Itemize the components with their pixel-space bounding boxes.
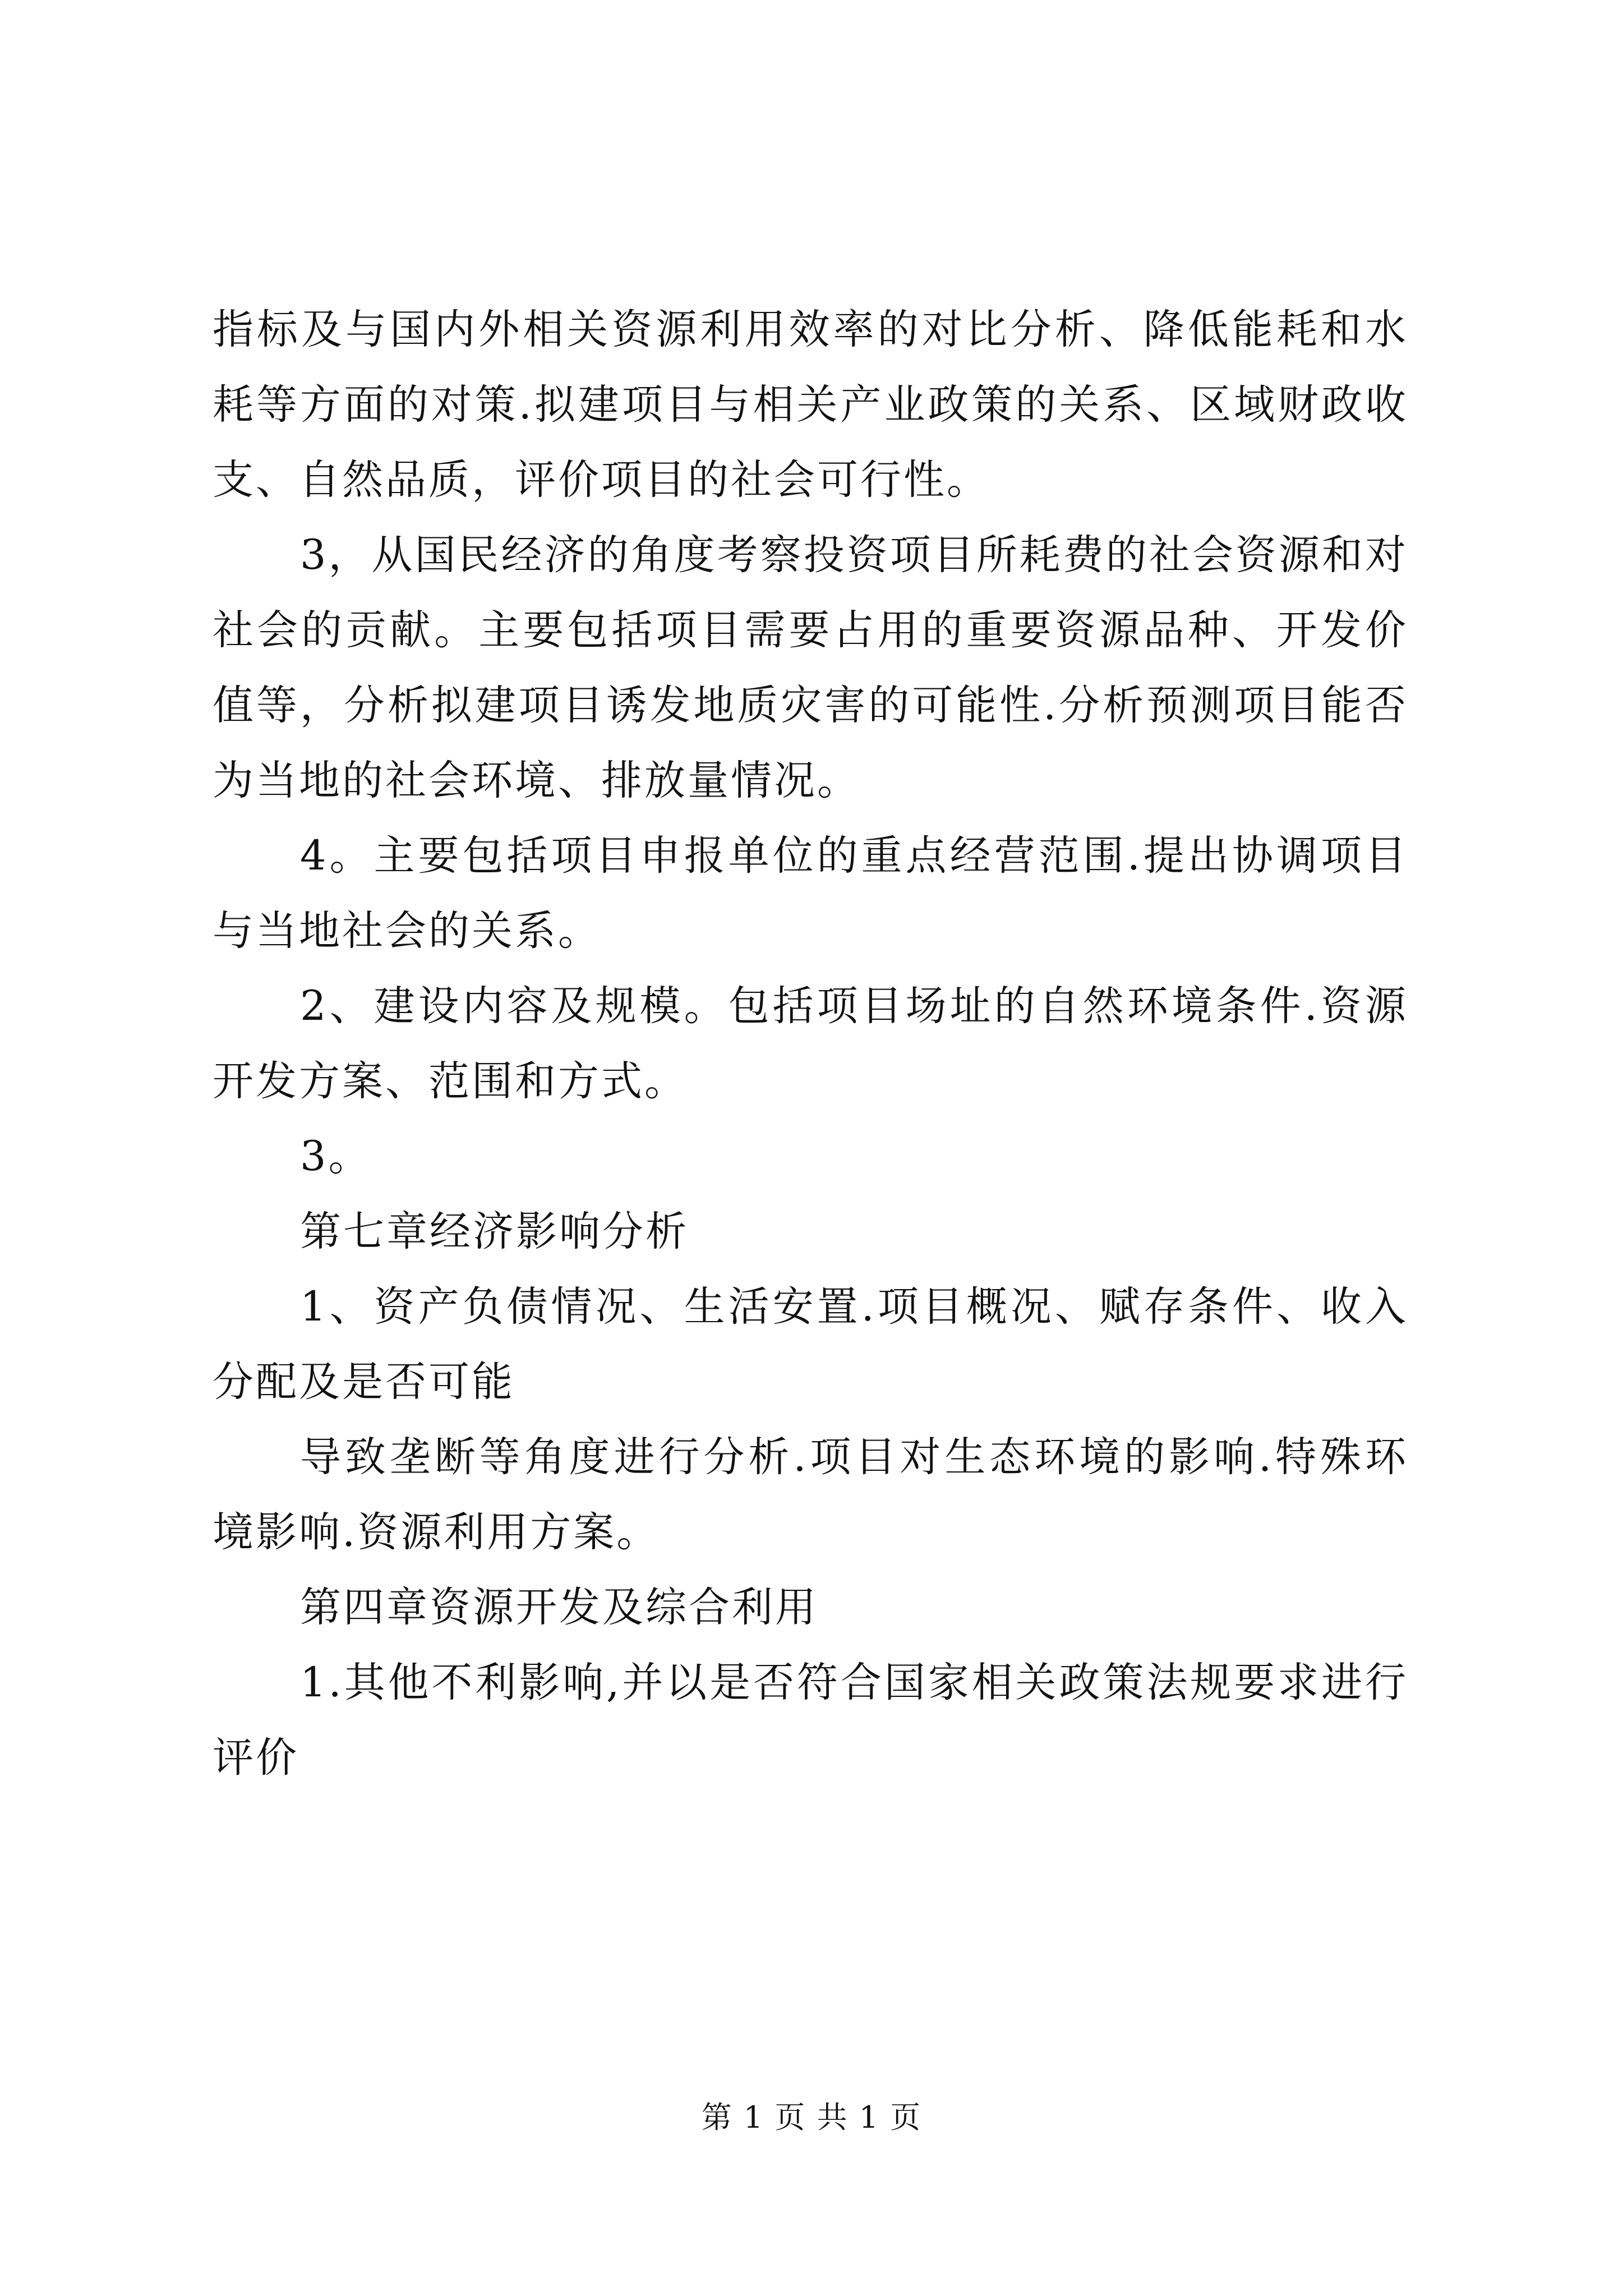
page-footer: 第 1 页 共 1 页 <box>701 2100 922 2135</box>
chapter-heading-7: 第七章经济影响分析 <box>300 1208 689 1255</box>
paragraph-2: 3，从国民经济的角度考察投资项目所耗费的社会资源和对社会的贡献。主要包括项目需要占用的重要资源品种、开发价值等，分析拟建项目诱发地质灾害的可能性.分析预测项目能否为当地的社会环境、排放量情况。 <box>213 531 1408 804</box>
paragraph-8: 1.其他不利影响,并以是否符合国家相关政策法规要求进行评价 <box>213 1659 1408 1782</box>
paragraph-4: 2、建设内容及规模。包括项目场址的自然环境条件.资源开发方案、范围和方式。 <box>213 982 1408 1105</box>
paragraph-5: 3。 <box>300 1133 372 1180</box>
paragraph-1: 指标及与国内外相关资源利用效率的对比分析、降低能耗和水耗等方面的对策.拟建项目与相关产业政策的关系、区域财政收支、自然品质，评价项目的社会可行性。 <box>213 306 1408 504</box>
paragraph-3: 4。主要包括项目申报单位的重点经营范围.提出协调项目与当地社会的关系。 <box>213 832 1408 955</box>
document-body <box>213 292 1408 1796</box>
paragraph-6: 1、资产负债情况、生活安置.项目概况、赋存条件、收入分配及是否可能 <box>213 1283 1408 1406</box>
paragraph-7: 导致垄断等角度进行分析.项目对生态环境的影响.特殊环境影响.资源利用方案。 <box>213 1433 1408 1556</box>
chapter-heading-4: 第四章资源开发及综合利用 <box>300 1584 818 1631</box>
